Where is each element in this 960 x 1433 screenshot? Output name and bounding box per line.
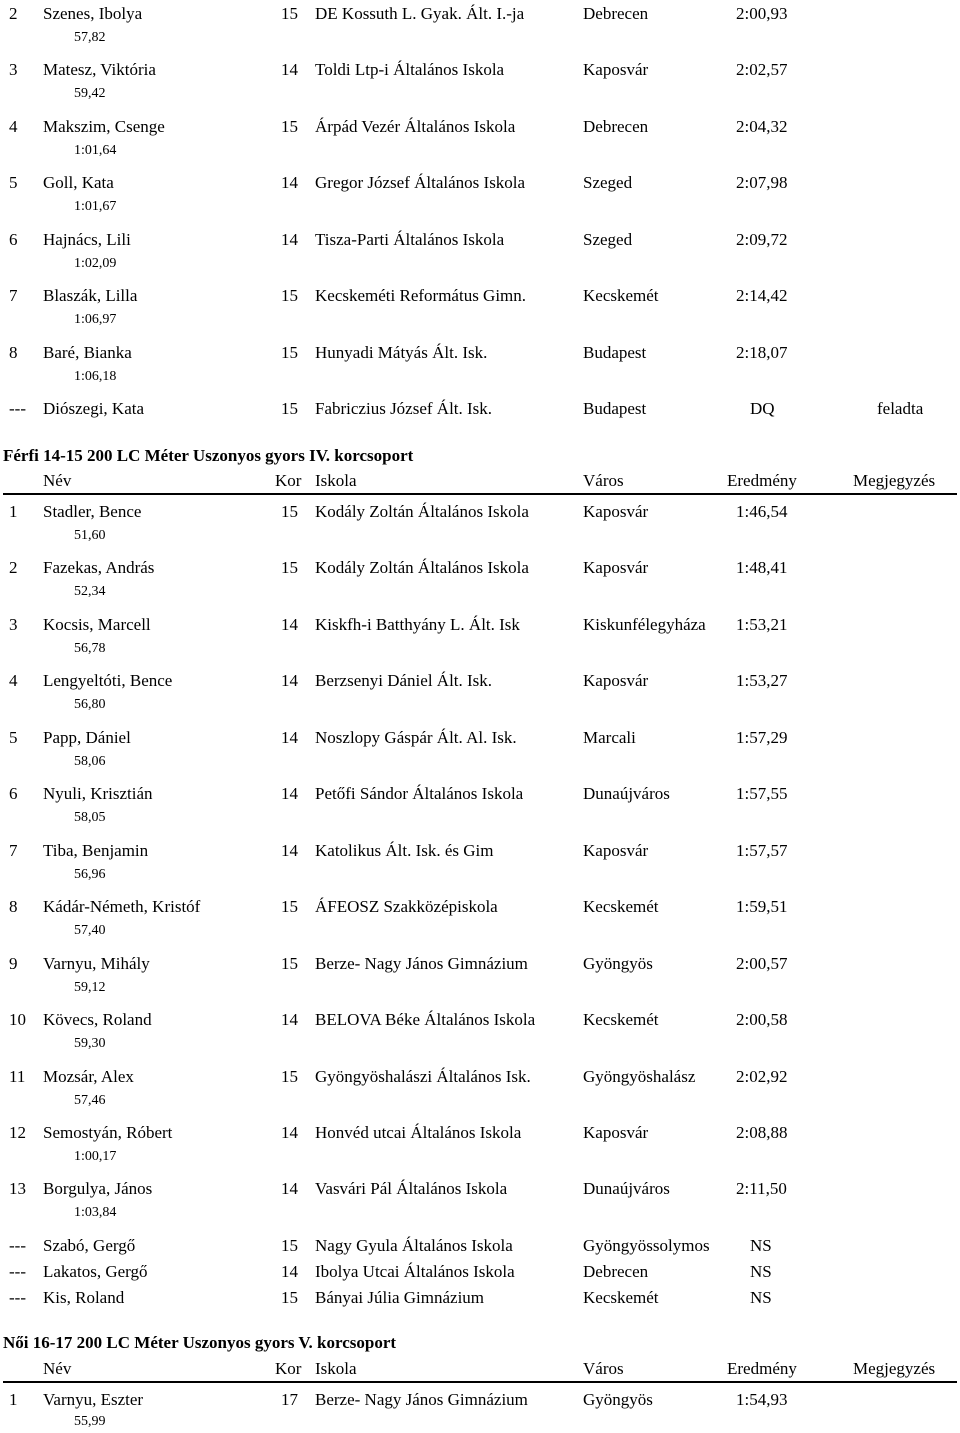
city: Kaposvár	[583, 60, 649, 79]
age: 14	[281, 615, 298, 634]
place: 1	[9, 502, 18, 521]
school: Berze- Nagy János Gimnázium	[315, 954, 528, 973]
city: Dunaújváros	[583, 1179, 670, 1198]
school: Bányai Júlia Gimnázium	[315, 1288, 485, 1307]
place: 6	[9, 784, 18, 803]
result-row	[0, 669, 960, 693]
result-row	[0, 58, 960, 82]
place: ---	[9, 1262, 26, 1281]
swimmer-name: Kocsis, Marcell	[43, 615, 151, 634]
header-age: Kor	[275, 1359, 302, 1378]
school: Gyöngyöshalászi Általános Isk.	[315, 1067, 531, 1086]
age: 15	[281, 399, 298, 418]
place: 12	[9, 1123, 26, 1142]
city: Kaposvár	[583, 558, 649, 577]
split-time: 52,34	[74, 584, 106, 599]
result-time: 2:18,07	[736, 343, 788, 362]
result-time: 1:54,93	[736, 1390, 788, 1409]
result-row	[0, 1065, 960, 1089]
result-row	[0, 2, 960, 26]
result-time: 2:00,57	[736, 954, 788, 973]
school: Kecskeméti Református Gimn.	[315, 286, 527, 305]
split-time: 1:01,64	[74, 143, 117, 158]
school: Toldi Ltp-i Általános Iskola	[315, 60, 505, 79]
age: 14	[281, 1123, 298, 1142]
age: 15	[281, 502, 298, 521]
result-time: 1:53,27	[736, 671, 788, 690]
school: Kodály Zoltán Általános Iskola	[315, 558, 529, 577]
city: Kaposvár	[583, 671, 649, 690]
split-time: 59,12	[74, 980, 106, 995]
school: Vasvári Pál Általános Iskola	[315, 1179, 508, 1198]
city: Debrecen	[583, 1262, 649, 1281]
split-time: 55,99	[74, 1414, 106, 1429]
place: 2	[9, 4, 18, 23]
school: Kiskfh-i Batthyány L. Ált. Isk	[315, 615, 520, 634]
result-row	[0, 284, 960, 308]
age: 15	[281, 286, 298, 305]
city: Gyöngyös	[583, 954, 653, 973]
swimmer-name: Tiba, Benjamin	[43, 841, 149, 860]
header-rule	[3, 1381, 957, 1383]
swimmer-name: Makszim, Csenge	[43, 117, 165, 136]
school: Hunyadi Mátyás Ált. Isk.	[315, 343, 488, 362]
age: 15	[281, 1236, 298, 1255]
table-header	[0, 1357, 960, 1381]
swimmer-name: Hajnács, Lili	[43, 230, 131, 249]
swimmer-name: Nyuli, Krisztián	[43, 784, 153, 803]
result-row-dq	[0, 397, 960, 421]
place: 4	[9, 117, 18, 136]
result-row	[0, 613, 960, 637]
header-school: Iskola	[315, 471, 357, 490]
school: Katolikus Ált. Isk. és Gim	[315, 841, 494, 860]
swimmer-name: Varnyu, Eszter	[43, 1390, 144, 1409]
place: ---	[9, 1236, 26, 1255]
swimmer-name: Matesz, Viktória	[43, 60, 156, 79]
age: 15	[281, 117, 298, 136]
age: 15	[281, 897, 298, 916]
school: Noszlopy Gáspár Ált. Al. Isk.	[315, 728, 517, 747]
school: Gregor József Általános Iskola	[315, 173, 526, 192]
age: 14	[281, 1179, 298, 1198]
age: 14	[281, 671, 298, 690]
age: 15	[281, 1067, 298, 1086]
swimmer-name: Semostyán, Róbert	[43, 1123, 173, 1142]
swimmer-name: Kádár-Németh, Kristóf	[43, 897, 201, 916]
place: 6	[9, 230, 18, 249]
swimmer-name: Diószegi, Kata	[43, 399, 145, 418]
split-time: 1:06,18	[74, 369, 117, 384]
place: 3	[9, 60, 18, 79]
age: 14	[281, 728, 298, 747]
city: Kecskemét	[583, 1010, 659, 1029]
city: Dunaújváros	[583, 784, 670, 803]
age: 14	[281, 173, 298, 192]
city: Marcali	[583, 728, 636, 747]
age: 14	[281, 1010, 298, 1029]
city: Budapest	[583, 343, 647, 362]
city: Debrecen	[583, 4, 649, 23]
split-time: 51,60	[74, 528, 106, 543]
age: 15	[281, 1288, 298, 1307]
result-row-ns	[0, 1234, 960, 1258]
result-row	[0, 1008, 960, 1032]
result-row	[0, 1177, 960, 1201]
place: 13	[9, 1179, 26, 1198]
split-time: 1:01,67	[74, 199, 117, 214]
result-row-ns	[0, 1286, 960, 1310]
remark: feladta	[877, 399, 924, 418]
age: 14	[281, 841, 298, 860]
swimmer-name: Stadler, Bence	[43, 502, 142, 521]
result-time: 2:00,58	[736, 1010, 788, 1029]
city: Kecskemét	[583, 1288, 659, 1307]
result-time: 2:00,93	[736, 4, 788, 23]
result-time: 2:14,42	[736, 286, 788, 305]
place: 11	[9, 1067, 26, 1086]
split-time: 59,30	[74, 1036, 106, 1051]
place: 2	[9, 558, 18, 577]
result-time: 1:57,55	[736, 784, 788, 803]
split-time: 58,05	[74, 810, 106, 825]
swimmer-name: Borgulya, János	[43, 1179, 153, 1198]
header-rule	[3, 493, 957, 495]
result-row-ns	[0, 1260, 960, 1284]
place: 1	[9, 1390, 18, 1409]
swimmer-name: Kis, Roland	[43, 1288, 125, 1307]
place: 4	[9, 671, 18, 690]
header-name: Név	[43, 471, 72, 490]
age: 14	[281, 784, 298, 803]
result-row	[0, 228, 960, 252]
split-time: 58,06	[74, 754, 106, 769]
result-time: 2:07,98	[736, 173, 788, 192]
result-row	[0, 952, 960, 976]
place: 10	[9, 1010, 26, 1029]
result-time: 2:11,50	[736, 1179, 787, 1198]
city: Gyöngyöshalász	[583, 1067, 696, 1086]
result-time: 1:46,54	[736, 502, 788, 521]
split-time: 56,78	[74, 641, 106, 656]
swimmer-name: Varnyu, Mihály	[43, 954, 150, 973]
place: 5	[9, 173, 18, 192]
result-row	[0, 895, 960, 919]
school: DE Kossuth L. Gyak. Ált. I.-ja	[315, 4, 525, 23]
school: Ibolya Utcai Általános Iskola	[315, 1262, 515, 1281]
city: Budapest	[583, 399, 647, 418]
swimmer-name: Lakatos, Gergő	[43, 1262, 148, 1281]
city: Kecskemét	[583, 897, 659, 916]
city: Kecskemét	[583, 286, 659, 305]
result-time: NS	[750, 1288, 772, 1307]
place: 5	[9, 728, 18, 747]
split-time: 1:06,97	[74, 312, 117, 327]
swimmer-name: Fazekas, András	[43, 558, 155, 577]
school: Fabriczius József Ált. Isk.	[315, 399, 493, 418]
school: Nagy Gyula Általános Iskola	[315, 1236, 513, 1255]
result-time: 2:02,92	[736, 1067, 788, 1086]
age: 14	[281, 230, 298, 249]
school: Berzsenyi Dániel Ált. Isk.	[315, 671, 493, 690]
result-time: 1:48,41	[736, 558, 788, 577]
place: 3	[9, 615, 18, 634]
place: ---	[9, 1288, 26, 1307]
school: Kodály Zoltán Általános Iskola	[315, 502, 529, 521]
age: 17	[281, 1390, 298, 1409]
header-city: Város	[583, 1359, 624, 1378]
result-time: DQ	[750, 399, 775, 418]
result-row	[0, 500, 960, 524]
result-row	[0, 1388, 960, 1412]
header-note: Megjegyzés	[853, 1359, 936, 1378]
city: Kaposvár	[583, 502, 649, 521]
swimmer-name: Blaszák, Lilla	[43, 286, 138, 305]
age: 14	[281, 60, 298, 79]
header-result: Eredmény	[727, 471, 797, 490]
result-time: 1:53,21	[736, 615, 788, 634]
result-time: 2:09,72	[736, 230, 788, 249]
event-title: Női 16-17 200 LC Méter Uszonyos gyors V. korcsoport	[3, 1333, 397, 1352]
swimmer-name: Kövecs, Roland	[43, 1010, 152, 1029]
result-time: 1:57,29	[736, 728, 788, 747]
age: 14	[281, 1262, 298, 1281]
split-time: 1:00,17	[74, 1149, 117, 1164]
result-time: 1:59,51	[736, 897, 788, 916]
header-city: Város	[583, 471, 624, 490]
age: 15	[281, 343, 298, 362]
header-school: Iskola	[315, 1359, 357, 1378]
city: Kaposvár	[583, 841, 649, 860]
school: Berze- Nagy János Gimnázium	[315, 1390, 528, 1409]
result-row	[0, 115, 960, 139]
swimmer-name: Szabó, Gergő	[43, 1236, 136, 1255]
swimmer-name: Lengyeltóti, Bence	[43, 671, 173, 690]
result-row	[0, 556, 960, 580]
school: Petőfi Sándor Általános Iskola	[315, 784, 524, 803]
school: Honvéd utcai Általános Iskola	[315, 1123, 522, 1142]
city: Szeged	[583, 173, 633, 192]
table-header	[0, 469, 960, 493]
split-time: 56,96	[74, 867, 106, 882]
event-title: Férfi 14-15 200 LC Méter Uszonyos gyors IV. korcsoport	[3, 446, 414, 465]
swimmer-name: Goll, Kata	[43, 173, 114, 192]
city: Gyöngyös	[583, 1390, 653, 1409]
result-time: 2:02,57	[736, 60, 788, 79]
split-time: 1:02,09	[74, 256, 117, 271]
result-time: NS	[750, 1262, 772, 1281]
header-result: Eredmény	[727, 1359, 797, 1378]
city: Kaposvár	[583, 1123, 649, 1142]
split-time: 56,80	[74, 697, 106, 712]
result-time: 2:08,88	[736, 1123, 788, 1142]
age: 15	[281, 558, 298, 577]
school: BELOVA Béke Általános Iskola	[315, 1010, 536, 1029]
header-name: Név	[43, 1359, 72, 1378]
place: 8	[9, 897, 18, 916]
place: 7	[9, 286, 18, 305]
swimmer-name: Papp, Dániel	[43, 728, 131, 747]
result-time: 2:04,32	[736, 117, 788, 136]
result-row	[0, 839, 960, 863]
split-time: 59,42	[74, 86, 106, 101]
swimmer-name: Baré, Bianka	[43, 343, 132, 362]
city: Gyöngyössolymos	[583, 1236, 710, 1255]
header-age: Kor	[275, 471, 302, 490]
swimmer-name: Szenes, Ibolya	[43, 4, 143, 23]
swimmer-name: Mozsár, Alex	[43, 1067, 134, 1086]
split-time: 1:03,84	[74, 1205, 117, 1220]
result-row	[0, 171, 960, 195]
split-time: 57,40	[74, 923, 106, 938]
result-row	[0, 341, 960, 365]
place: 7	[9, 841, 18, 860]
school: Árpád Vezér Általános Iskola	[315, 117, 516, 136]
school: Tisza-Parti Általános Iskola	[315, 230, 505, 249]
city: Szeged	[583, 230, 633, 249]
split-time: 57,82	[74, 30, 106, 45]
age: 15	[281, 954, 298, 973]
age: 15	[281, 4, 298, 23]
result-row	[0, 1121, 960, 1145]
result-row	[0, 782, 960, 806]
school: ÁFEOSZ Szakközépiskola	[315, 897, 498, 916]
result-row	[0, 726, 960, 750]
place: ---	[9, 399, 26, 418]
place: 9	[9, 954, 18, 973]
place: 8	[9, 343, 18, 362]
result-time: NS	[750, 1236, 772, 1255]
split-time: 57,46	[74, 1093, 106, 1108]
result-time: 1:57,57	[736, 841, 788, 860]
header-note: Megjegyzés	[853, 471, 936, 490]
city: Kiskunfélegyháza	[583, 615, 706, 634]
city: Debrecen	[583, 117, 649, 136]
